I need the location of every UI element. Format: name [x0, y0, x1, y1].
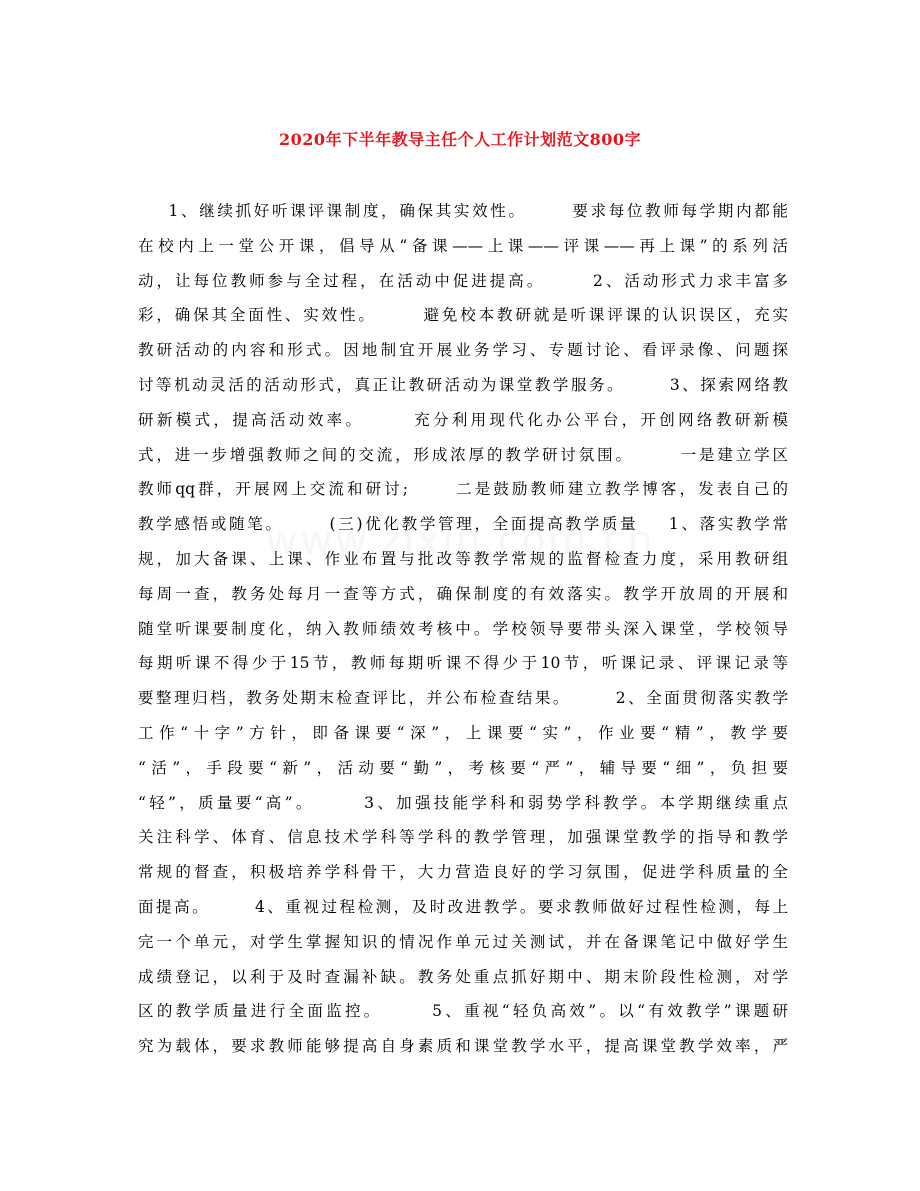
body-text-line: 面提高。 4、重视过程检测，及时改进教学。要求教师做好过程性检测，每上 — [138, 897, 788, 916]
body-text-line: 常规的督查，积极培养学科骨干，大力营造良好的学习氛围，促进学科质量的全 — [138, 863, 788, 882]
body-text-line: 区的教学质量进行全面监控。 5、重视“轻负高效”。以“有效教学”课题研 — [138, 1002, 788, 1021]
body-text-line: 1、继续抓好听课评课制度，确保其实效性。 要求每位教师每学期内都能 — [138, 202, 788, 220]
body-text-line: 成绩登记，以利于及时查漏补缺。教务处重点抓好期中、期末阶段性检测，对学 — [138, 967, 788, 986]
body-text-line: 要整理归档，教务处期末检查评比，并公布检查结果。 2、全面贯彻落实教学 — [138, 689, 788, 708]
body-text-line: 关注科学、体育、信息技术学科等学科的教学管理，加强课堂教学的指导和教学 — [138, 828, 788, 847]
body-text-line: 每期听课不得少于15节，教师每期听课不得少于10节，听课记录、评课记录等 — [138, 654, 788, 673]
body-text-line: 彩，确保其全面性、实效性。 避免校本教研就是听课评课的认识误区，充实 — [138, 306, 788, 325]
body-text-line: 讨等机动灵活的活动形式，真正让教研活动为课堂教学服务。 3、探索网络教 — [138, 375, 788, 394]
body-text-line: 式，进一步增强教师之间的交流，形成浓厚的教学研讨氛围。 一是建立学区 — [138, 445, 788, 464]
body-text-line: 教学感悟或随笔。 (三)优化教学管理，全面提高教学质量 1、落实教学常 — [138, 515, 788, 534]
body-text-line: 教研活动的内容和形式。因地制宜开展业务学习、专题讨论、看评录像、问题探 — [138, 341, 788, 360]
body-text-line: 完一个单元，对学生掌握知识的情况作单元过关测试，并在备课笔记中做好学生 — [138, 932, 788, 951]
body-text-line: “轻”，质量要“高”。 3、加强技能学科和弱势学科教学。本学期继续重点 — [138, 793, 788, 812]
document-body — [138, 194, 788, 1064]
body-text-line: 教师qq群，开展网上交流和研讨; 二是鼓励教师建立教学博客，发表自己的 — [138, 480, 788, 499]
body-text-line: 每周一查，教务处每月一查等方式，确保制度的有效落实。教学开放周的开展和 — [138, 584, 788, 603]
body-text-line: 随堂听课要制度化，纳入教师绩效考核中。学校领导要带头深入课堂，学校领导 — [138, 619, 788, 638]
body-text-line: 规，加大备课、上课、作业布置与批改等教学常规的监督检查力度，采用教研组 — [138, 549, 788, 568]
body-text-line: 在校内上一堂公开课，倡导从“备课——上课——评课——再上课”的系列活 — [138, 236, 788, 255]
document-title: 2020年下半年教导主任个人工作计划范文800字 — [279, 130, 641, 149]
body-text-line: 动，让每位教师参与全过程，在活动中促进提高。 2、活动形式力求丰富多 — [138, 271, 788, 290]
body-text-line: 究为载体，要求教师能够提高自身素质和课堂教学水平，提高课堂教学效率，严 — [138, 1037, 788, 1056]
body-text-line: 工作“十字”方针，即备课要“深”，上课要“实”，作业要“精”，教学要 — [138, 723, 788, 742]
body-text-line: 研新模式，提高活动效率。 充分利用现代化办公平台，开创网络教研新模 — [138, 410, 788, 429]
body-text-line: “活”，手段要“新”，活动要“勤”，考核要“严”，辅导要“细”，负担要 — [138, 758, 788, 777]
